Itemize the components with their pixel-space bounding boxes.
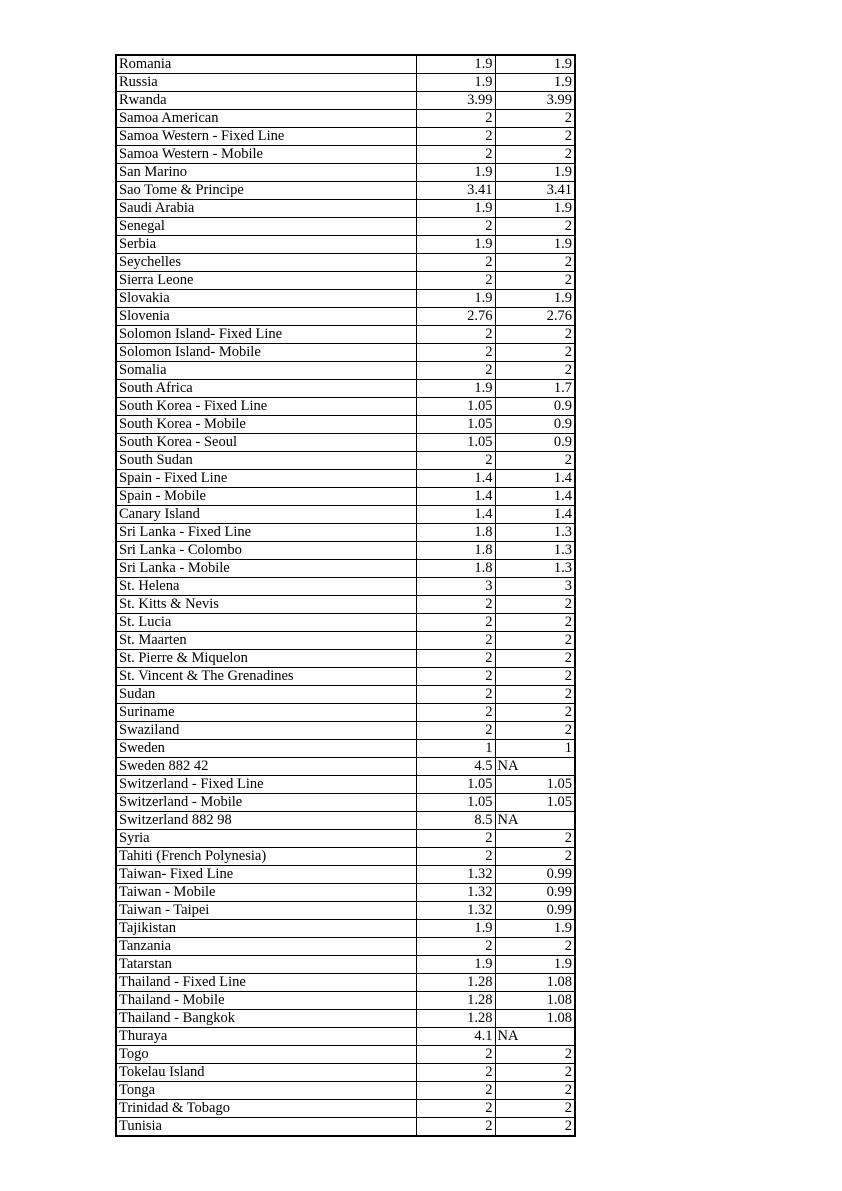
- table-row: [116, 668, 575, 686]
- rate-2-cell: 0.99: [495, 902, 575, 920]
- rate-1-cell: 2: [416, 362, 495, 380]
- rate-2-cell: 2: [495, 596, 575, 614]
- rate-2-cell: 1.9: [495, 55, 575, 74]
- rate-1-cell: 2: [416, 1046, 495, 1064]
- rate-2-cell: 2: [495, 1118, 575, 1137]
- table-row: [116, 380, 575, 398]
- rate-2-cell: 2: [495, 704, 575, 722]
- rate-2-cell: 3.99: [495, 92, 575, 110]
- table-row: [116, 434, 575, 452]
- country-cell: Sri Lanka - Colombo: [116, 542, 416, 560]
- rate-2-cell: 1.05: [495, 794, 575, 812]
- rate-1-cell: 2: [416, 596, 495, 614]
- country-cell: Syria: [116, 830, 416, 848]
- country-cell: Sri Lanka - Fixed Line: [116, 524, 416, 542]
- country-cell: Taiwan - Taipei: [116, 902, 416, 920]
- table-row: [116, 578, 575, 596]
- rate-1-cell: 1.05: [416, 434, 495, 452]
- rate-2-cell: 0.9: [495, 398, 575, 416]
- rate-2-cell: 1.9: [495, 920, 575, 938]
- country-cell: Somalia: [116, 362, 416, 380]
- country-cell: South Korea - Seoul: [116, 434, 416, 452]
- table-row: [116, 1100, 575, 1118]
- rate-2-cell: 3: [495, 578, 575, 596]
- country-cell: Sri Lanka - Mobile: [116, 560, 416, 578]
- country-cell: Rwanda: [116, 92, 416, 110]
- country-cell: St. Kitts & Nevis: [116, 596, 416, 614]
- table-row: [116, 164, 575, 182]
- table-row: [116, 902, 575, 920]
- table-row: [116, 254, 575, 272]
- country-cell: Spain - Fixed Line: [116, 470, 416, 488]
- rate-1-cell: 1.8: [416, 560, 495, 578]
- rate-1-cell: 1.32: [416, 866, 495, 884]
- country-cell: St. Pierre & Miquelon: [116, 650, 416, 668]
- country-cell: South Africa: [116, 380, 416, 398]
- table-row: [116, 542, 575, 560]
- country-cell: South Korea - Fixed Line: [116, 398, 416, 416]
- table-row: [116, 632, 575, 650]
- na-label: NA: [497, 1028, 519, 1044]
- country-cell: Samoa American: [116, 110, 416, 128]
- rate-1-cell: 2: [416, 218, 495, 236]
- table-row: [116, 470, 575, 488]
- rate-1-cell: 1.4: [416, 488, 495, 506]
- table-row: [116, 308, 575, 326]
- table-row: [116, 794, 575, 812]
- rate-2-cell: 0.99: [495, 884, 575, 902]
- rate-2-cell: 1.7: [495, 380, 575, 398]
- rate-1-cell: 1.05: [416, 776, 495, 794]
- table-row: [116, 326, 575, 344]
- rate-1-cell: 1.28: [416, 992, 495, 1010]
- rate-1-cell: 8.5: [416, 812, 495, 830]
- rate-2-cell: 1.3: [495, 524, 575, 542]
- rate-1-cell: 1.9: [416, 236, 495, 254]
- table-row: [116, 974, 575, 992]
- table-row: [116, 55, 575, 74]
- rate-1-cell: 1.4: [416, 470, 495, 488]
- country-cell: Romania: [116, 55, 416, 74]
- rate-table-body: [116, 55, 575, 1136]
- rate-2-cell: 0.9: [495, 416, 575, 434]
- country-cell: Samoa Western - Mobile: [116, 146, 416, 164]
- country-cell: Trinidad & Tobago: [116, 1100, 416, 1118]
- rate-2-cell: 1.08: [495, 992, 575, 1010]
- country-cell: Thailand - Bangkok: [116, 1010, 416, 1028]
- rate-2-cell: 2.76: [495, 308, 575, 326]
- table-row: [116, 830, 575, 848]
- country-cell: Tanzania: [116, 938, 416, 956]
- rate-2-cell: 1.9: [495, 236, 575, 254]
- country-cell: Spain - Mobile: [116, 488, 416, 506]
- rate-table: [115, 54, 576, 1137]
- rate-2-cell: 2: [495, 218, 575, 236]
- table-row: [116, 596, 575, 614]
- country-cell: Sudan: [116, 686, 416, 704]
- country-cell: Slovenia: [116, 308, 416, 326]
- table-row: [116, 362, 575, 380]
- country-cell: Taiwan - Mobile: [116, 884, 416, 902]
- rate-1-cell: 1.05: [416, 416, 495, 434]
- country-cell: South Sudan: [116, 452, 416, 470]
- table-row: [116, 614, 575, 632]
- table-row: [116, 110, 575, 128]
- table-row: [116, 884, 575, 902]
- country-cell: Tahiti (French Polynesia): [116, 848, 416, 866]
- table-row: [116, 704, 575, 722]
- rate-1-cell: 1.8: [416, 524, 495, 542]
- rate-2-cell: 2: [495, 344, 575, 362]
- rate-2-cell: [495, 812, 575, 830]
- rate-1-cell: 1: [416, 740, 495, 758]
- rate-1-cell: 1.9: [416, 164, 495, 182]
- rate-1-cell: 1.9: [416, 74, 495, 92]
- table-row: [116, 722, 575, 740]
- table-row: [116, 218, 575, 236]
- table-row: [116, 272, 575, 290]
- country-cell: Samoa Western - Fixed Line: [116, 128, 416, 146]
- country-cell: Taiwan- Fixed Line: [116, 866, 416, 884]
- country-cell: South Korea - Mobile: [116, 416, 416, 434]
- na-label: NA: [497, 758, 519, 774]
- table-row: [116, 506, 575, 524]
- table-row: [116, 524, 575, 542]
- rate-1-cell: 2.76: [416, 308, 495, 326]
- table-row: [116, 1118, 575, 1137]
- country-cell: Solomon Island- Fixed Line: [116, 326, 416, 344]
- table-row: [116, 1082, 575, 1100]
- table-row: [116, 992, 575, 1010]
- table-row: [116, 920, 575, 938]
- rate-1-cell: 2: [416, 650, 495, 668]
- rate-1-cell: 2: [416, 938, 495, 956]
- rate-2-cell: [495, 1028, 575, 1046]
- table-row: [116, 92, 575, 110]
- rate-2-cell: 2: [495, 938, 575, 956]
- rate-2-cell: 2: [495, 722, 575, 740]
- rate-1-cell: 2: [416, 1118, 495, 1137]
- country-cell: Canary Island: [116, 506, 416, 524]
- rate-2-cell: 2: [495, 848, 575, 866]
- country-cell: Thuraya: [116, 1028, 416, 1046]
- table-row: [116, 1064, 575, 1082]
- rate-1-cell: 1.32: [416, 884, 495, 902]
- rate-1-cell: 2: [416, 1100, 495, 1118]
- na-label: NA: [497, 812, 519, 828]
- country-cell: Switzerland - Fixed Line: [116, 776, 416, 794]
- country-cell: Thailand - Fixed Line: [116, 974, 416, 992]
- rate-2-cell: 2: [495, 1064, 575, 1082]
- country-cell: Slovakia: [116, 290, 416, 308]
- rate-1-cell: 2: [416, 110, 495, 128]
- table-row: [116, 650, 575, 668]
- country-cell: Solomon Island- Mobile: [116, 344, 416, 362]
- rate-2-cell: 2: [495, 128, 575, 146]
- rate-2-cell: 2: [495, 110, 575, 128]
- table-row: [116, 128, 575, 146]
- table-row: [116, 560, 575, 578]
- rate-2-cell: 2: [495, 326, 575, 344]
- rate-1-cell: 2: [416, 344, 495, 362]
- country-cell: St. Helena: [116, 578, 416, 596]
- table-row: [116, 200, 575, 218]
- country-cell: Seychelles: [116, 254, 416, 272]
- rate-2-cell: 1.05: [495, 776, 575, 794]
- rate-2-cell: 2: [495, 614, 575, 632]
- rate-2-cell: 2: [495, 686, 575, 704]
- table-row: [116, 182, 575, 200]
- rate-1-cell: 4.5: [416, 758, 495, 776]
- rate-1-cell: 2: [416, 848, 495, 866]
- rate-2-cell: 2: [495, 254, 575, 272]
- rate-1-cell: 2: [416, 668, 495, 686]
- rate-2-cell: 1.08: [495, 974, 575, 992]
- rate-1-cell: 2: [416, 1064, 495, 1082]
- rate-2-cell: 2: [495, 1100, 575, 1118]
- country-cell: Sweden: [116, 740, 416, 758]
- rate-1-cell: 1.4: [416, 506, 495, 524]
- rate-1-cell: 3: [416, 578, 495, 596]
- rate-2-cell: 1.08: [495, 1010, 575, 1028]
- country-cell: Sweden 882 42: [116, 758, 416, 776]
- rate-2-cell: 2: [495, 452, 575, 470]
- rate-2-cell: 2: [495, 668, 575, 686]
- rate-1-cell: 2: [416, 128, 495, 146]
- rate-1-cell: 2: [416, 146, 495, 164]
- table-row: [116, 1028, 575, 1046]
- country-cell: Togo: [116, 1046, 416, 1064]
- country-cell: St. Lucia: [116, 614, 416, 632]
- table-row: [116, 398, 575, 416]
- rate-2-cell: 2: [495, 1046, 575, 1064]
- rate-2-cell: 2: [495, 272, 575, 290]
- country-cell: Tokelau Island: [116, 1064, 416, 1082]
- rate-2-cell: 2: [495, 830, 575, 848]
- country-cell: Sierra Leone: [116, 272, 416, 290]
- rate-2-cell: 1.4: [495, 506, 575, 524]
- rate-2-cell: 2: [495, 362, 575, 380]
- rate-1-cell: 2: [416, 830, 495, 848]
- rate-1-cell: 2: [416, 686, 495, 704]
- country-cell: St. Vincent & The Grenadines: [116, 668, 416, 686]
- table-row: [116, 866, 575, 884]
- table-row: [116, 236, 575, 254]
- country-cell: San Marino: [116, 164, 416, 182]
- rate-2-cell: 1.9: [495, 164, 575, 182]
- rate-2-cell: 1.3: [495, 542, 575, 560]
- rate-1-cell: 1.9: [416, 920, 495, 938]
- rate-2-cell: [495, 758, 575, 776]
- rate-1-cell: 2: [416, 272, 495, 290]
- rate-1-cell: 2: [416, 632, 495, 650]
- rate-1-cell: 1.32: [416, 902, 495, 920]
- rate-2-cell: 1.4: [495, 488, 575, 506]
- country-cell: Swaziland: [116, 722, 416, 740]
- rate-1-cell: 1.28: [416, 974, 495, 992]
- country-cell: Switzerland - Mobile: [116, 794, 416, 812]
- rate-2-cell: 1.9: [495, 956, 575, 974]
- table-row: [116, 146, 575, 164]
- table-row: [116, 758, 575, 776]
- table-row: [116, 776, 575, 794]
- rate-2-cell: 2: [495, 650, 575, 668]
- country-cell: Tunisia: [116, 1118, 416, 1137]
- rate-1-cell: 1.8: [416, 542, 495, 560]
- country-cell: Serbia: [116, 236, 416, 254]
- table-row: [116, 488, 575, 506]
- rate-2-cell: 2: [495, 146, 575, 164]
- rate-2-cell: 2: [495, 1082, 575, 1100]
- rate-1-cell: 1.05: [416, 794, 495, 812]
- rate-2-cell: 0.99: [495, 866, 575, 884]
- rate-1-cell: 1.9: [416, 956, 495, 974]
- country-cell: Sao Tome & Principe: [116, 182, 416, 200]
- table-row: [116, 956, 575, 974]
- rate-2-cell: 1: [495, 740, 575, 758]
- table-row: [116, 812, 575, 830]
- rate-2-cell: 1.9: [495, 74, 575, 92]
- rate-2-cell: 1.4: [495, 470, 575, 488]
- rate-1-cell: 4.1: [416, 1028, 495, 1046]
- country-cell: Senegal: [116, 218, 416, 236]
- table-row: [116, 686, 575, 704]
- rate-1-cell: 2: [416, 1082, 495, 1100]
- table-row: [116, 1010, 575, 1028]
- rate-2-cell: 0.9: [495, 434, 575, 452]
- country-cell: Saudi Arabia: [116, 200, 416, 218]
- country-cell: Russia: [116, 74, 416, 92]
- country-cell: Suriname: [116, 704, 416, 722]
- rate-1-cell: 2: [416, 452, 495, 470]
- table-row: [116, 1046, 575, 1064]
- rate-1-cell: 2: [416, 722, 495, 740]
- rate-1-cell: 1.9: [416, 380, 495, 398]
- rate-1-cell: 1.05: [416, 398, 495, 416]
- table-row: [116, 416, 575, 434]
- rate-1-cell: 1.28: [416, 1010, 495, 1028]
- country-cell: Switzerland 882 98: [116, 812, 416, 830]
- country-cell: St. Maarten: [116, 632, 416, 650]
- rate-1-cell: 1.9: [416, 290, 495, 308]
- rate-1-cell: 2: [416, 254, 495, 272]
- rate-1-cell: 2: [416, 326, 495, 344]
- rate-1-cell: 2: [416, 614, 495, 632]
- table-row: [116, 344, 575, 362]
- country-cell: Thailand - Mobile: [116, 992, 416, 1010]
- country-cell: Tatarstan: [116, 956, 416, 974]
- country-cell: Tajikistan: [116, 920, 416, 938]
- table-row: [116, 452, 575, 470]
- rate-1-cell: 1.9: [416, 200, 495, 218]
- rate-2-cell: 1.3: [495, 560, 575, 578]
- rate-1-cell: 3.41: [416, 182, 495, 200]
- rate-1-cell: 3.99: [416, 92, 495, 110]
- table-row: [116, 848, 575, 866]
- rate-1-cell: 2: [416, 704, 495, 722]
- table-row: [116, 740, 575, 758]
- rate-2-cell: 1.9: [495, 290, 575, 308]
- rate-2-cell: 1.9: [495, 200, 575, 218]
- rate-2-cell: 3.41: [495, 182, 575, 200]
- rate-1-cell: 1.9: [416, 55, 495, 74]
- table-row: [116, 74, 575, 92]
- rate-2-cell: 2: [495, 632, 575, 650]
- table-row: [116, 290, 575, 308]
- country-cell: Tonga: [116, 1082, 416, 1100]
- table-row: [116, 938, 575, 956]
